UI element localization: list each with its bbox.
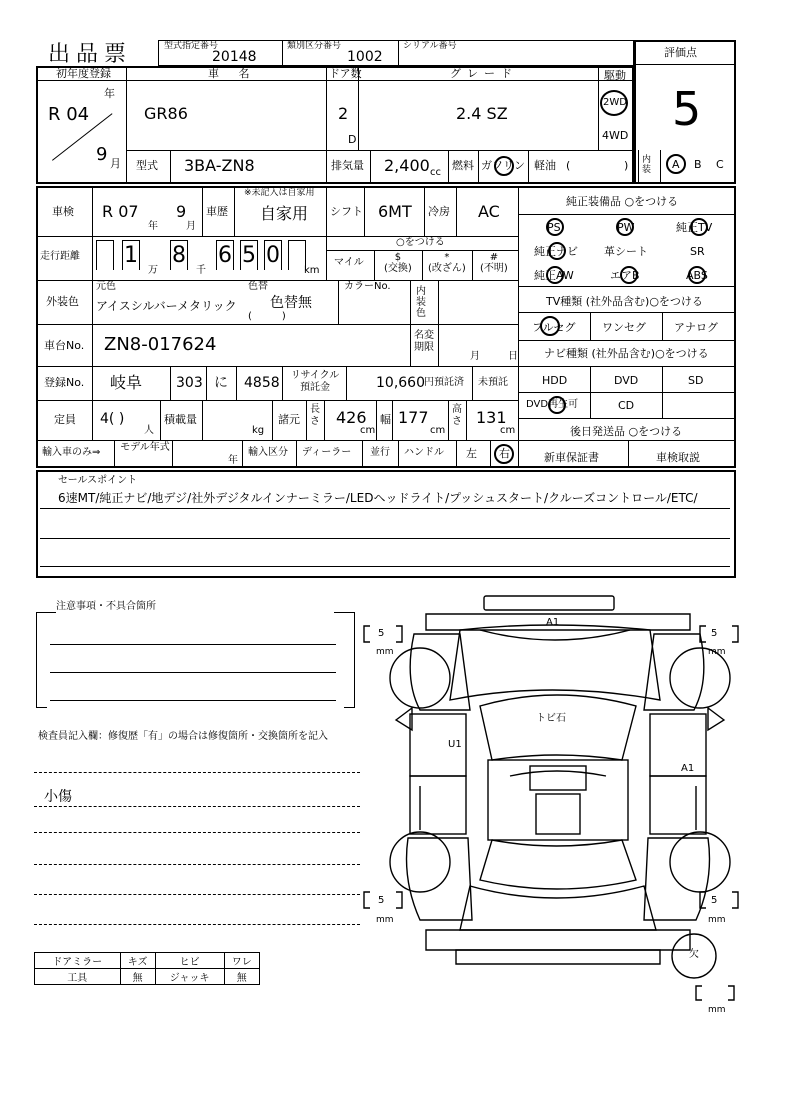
mile-option-mile: マイル	[334, 257, 364, 268]
import-label: 輸入車のみ⇒	[42, 447, 101, 458]
mileage-digit: 0	[264, 240, 282, 270]
plate-num: 4858	[244, 375, 280, 391]
equip-pw: PW	[617, 221, 635, 234]
sales-section	[36, 470, 736, 578]
drive-2wd: 2WD	[603, 97, 627, 108]
spare-mark: 欠	[689, 949, 699, 960]
color-label: 外装色	[46, 295, 79, 308]
plate-area: 岐阜	[110, 373, 143, 392]
inspector-note: 小傷	[44, 789, 72, 805]
doors-label: ドア数	[329, 67, 362, 80]
displacement: 2,400	[384, 156, 430, 175]
navi-dvd-play: DVD再生可	[526, 399, 579, 410]
inspection-label: 車検	[52, 205, 74, 218]
navi-dvd: DVD	[614, 374, 639, 387]
doors: 2	[338, 104, 349, 123]
interior-a: A	[672, 158, 680, 171]
original-color: アイスシルバーメタリック	[96, 299, 237, 313]
equip-abs: ABS	[686, 269, 708, 282]
name-change-label: 名変期限	[414, 330, 434, 353]
dims-label: 諸元	[278, 413, 300, 426]
mile-option-unknown: # (不明)	[480, 252, 508, 274]
type-no: 20148	[212, 49, 257, 65]
history: 自家用	[260, 204, 309, 223]
tire-depth-fl: 5	[378, 628, 385, 639]
equip-sr: SR	[690, 245, 705, 258]
shift: 6MT	[378, 202, 412, 221]
equip-airbag: エアB	[610, 269, 640, 282]
first-reg-month: 9	[96, 144, 108, 165]
recycle-label: リサイクル預託金	[290, 370, 340, 393]
grade-label: グレード	[450, 67, 518, 80]
fuel-diesel: 軽油	[534, 159, 556, 172]
plate-label: 登録No.	[44, 376, 85, 389]
class-no-label: 類別区分番号	[287, 41, 342, 51]
car-name: GR86	[144, 104, 188, 123]
mile-option-exchange: $ (交換)	[384, 252, 412, 274]
navi-cd: CD	[618, 399, 635, 412]
tv-analog: アナログ	[674, 321, 718, 334]
car-damage-diagram	[360, 590, 760, 1030]
grade: 2.4 SZ	[456, 104, 508, 123]
history-label: 車歴	[206, 205, 228, 218]
fuel-label: 燃料	[452, 159, 474, 172]
form-title: 出品票	[48, 42, 133, 67]
model-label: 型式	[136, 159, 158, 172]
plate-kana: に	[214, 375, 228, 391]
score-label: 評価点	[664, 46, 697, 59]
mileage-label: 走行距離	[40, 251, 80, 262]
equip-leather: 革シート	[604, 245, 648, 258]
later-title: 後日発送品 ○をつける	[570, 425, 683, 438]
displacement-label: 排気量	[331, 159, 364, 172]
caution-label: 注意事項・不具合箇所	[56, 601, 156, 612]
diagram-door-mark: U1	[448, 739, 462, 750]
later-warranty: 新車保証書	[544, 451, 599, 464]
equip-tv: 純正TV	[676, 221, 713, 234]
accessories-table: ドアミラー キズ ヒビ ワレ 工具 無 ジャッキ 無	[34, 952, 260, 985]
car-name-label: 車 名	[208, 67, 258, 80]
equip-ps: PS	[547, 221, 561, 234]
tire-depth-rl: 5	[378, 895, 385, 906]
mile-option-tamper: * (改ざん)	[428, 252, 466, 274]
load-label: 積載量	[164, 413, 197, 426]
inspector-label: 検査員記入欄：修復歴「有」の場合は修復箇所・交換箇所を記入	[38, 731, 328, 742]
chassis-label: 車台No.	[44, 339, 85, 352]
later-manual: 車検取説	[656, 451, 700, 464]
diagram-side-mark: A1	[681, 763, 695, 774]
score-value: 5	[672, 82, 702, 136]
tire-depth-fr: 5	[711, 628, 718, 639]
interior-c: C	[716, 158, 724, 171]
sales-text: 6速MT/純正ナビ/地デジ/社外デジタルインナーミラー/LEDヘッドライト/プッシュスタート/クルーズコントロール/ETC/	[58, 491, 698, 505]
import-class-label: 輸入区分	[248, 447, 288, 458]
diagram-front-mark: A1	[546, 617, 560, 628]
repaint: 色替無	[270, 295, 312, 311]
inspection-era: R 07	[102, 202, 139, 221]
recycle: 10,660	[376, 375, 425, 391]
tire-depth-rr: 5	[711, 895, 718, 906]
type-no-label: 型式指定番号	[164, 41, 219, 51]
inspection-month: 9	[176, 202, 187, 221]
navi-title: ナビ種類 (社外品含む)○をつける	[544, 347, 709, 360]
plate-class: 303	[176, 375, 203, 391]
width: 177	[398, 408, 429, 427]
equip-navi: 純正ナビ	[534, 245, 578, 258]
class-no: 1002	[347, 49, 383, 65]
mileage-digit: 6	[216, 240, 234, 270]
mileage-digit: 5	[240, 240, 258, 270]
interior-label: 内装	[642, 155, 652, 175]
navi-sd: SD	[688, 374, 704, 387]
model-year-label: モデル年式	[120, 442, 170, 453]
tv-oneseg: ワンセグ	[602, 321, 646, 334]
tv-title: TV種類 (社外品含む)○をつける	[546, 295, 703, 308]
shift-label: シフト	[330, 205, 363, 218]
drive-label: 駆動	[604, 69, 626, 82]
mileage-digit: 1	[122, 240, 140, 270]
fuel-gas-circle	[494, 156, 514, 176]
drive-4wd: 4WD	[602, 129, 629, 142]
equip-aw: 純正AW	[534, 269, 574, 282]
first-reg-era: R 04	[48, 104, 90, 125]
mileage-digit: 8	[170, 240, 188, 270]
chassis: ZN8-017624	[104, 334, 217, 355]
navi-hdd: HDD	[542, 374, 568, 387]
color-no-label: カラーNo.	[344, 281, 391, 292]
length: 426	[336, 408, 367, 427]
capacity: 4( )	[100, 411, 125, 427]
model: 3BA-ZN8	[184, 156, 255, 175]
height: 131	[476, 408, 507, 427]
equipment-title: 純正装備品 ○をつける	[566, 195, 679, 208]
diagram-windshield-mark: トビ石	[536, 713, 566, 724]
sales-label: セールスポイント	[58, 475, 138, 486]
ac: AC	[478, 202, 500, 221]
serial-label: シリアル番号	[403, 41, 457, 51]
interior-b: B	[694, 158, 702, 171]
tv-fullseg: フルセグ	[532, 321, 576, 334]
capacity-label: 定員	[54, 413, 76, 426]
first-reg-label: 初年度登録	[56, 67, 111, 80]
ac-label: 冷房	[428, 205, 450, 218]
interior-color-label: 内装色	[416, 286, 426, 319]
fuel-gas: ガソリン	[481, 159, 525, 172]
